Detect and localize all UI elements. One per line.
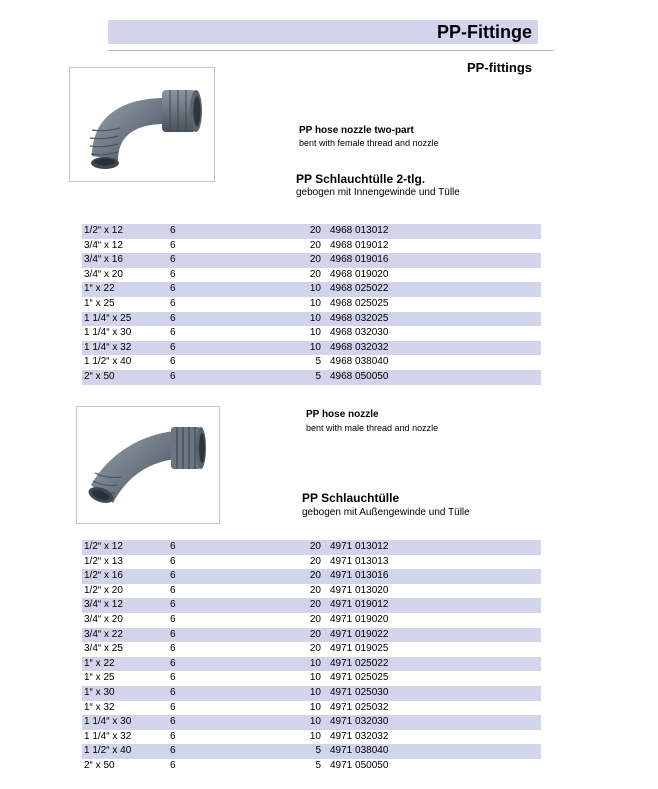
size-cell: 1/2“ x 13 [84, 555, 123, 567]
size-cell: 1 1/2“ x 40 [84, 745, 132, 757]
table-row [82, 701, 541, 716]
pack-qty-cell: 6 [170, 745, 176, 757]
section2-table [82, 540, 541, 774]
carton-qty-cell: 10 [309, 327, 321, 339]
header-divider [108, 50, 554, 51]
table-row [82, 642, 541, 657]
article-number-cell: 4971 013013 [330, 555, 389, 567]
table-row [82, 628, 541, 643]
pack-qty-cell: 6 [170, 225, 176, 236]
pack-qty-cell: 6 [170, 341, 176, 353]
table-row [82, 312, 541, 327]
size-cell: 1“ x 32 [84, 701, 115, 713]
article-number-cell: 4971 038040 [330, 745, 389, 757]
pack-qty-cell: 6 [170, 283, 176, 295]
carton-qty-cell: 20 [309, 570, 321, 582]
pack-qty-cell: 6 [170, 570, 176, 582]
size-cell: 1 1/2“ x 40 [84, 356, 132, 368]
size-cell: 3/4“ x 20 [84, 268, 123, 280]
article-number-cell: 4971 032032 [330, 730, 389, 742]
pack-qty-cell: 6 [170, 672, 176, 684]
hose-nozzle-male-thread-photo [76, 406, 220, 524]
table-row [82, 253, 541, 268]
article-number-cell: 4971 019012 [330, 599, 389, 611]
size-cell: 1 1/4“ x 30 [84, 716, 132, 728]
table-row [82, 297, 541, 312]
pack-qty-cell: 6 [170, 716, 176, 728]
article-number-cell: 4968 019020 [330, 268, 389, 280]
size-cell: 1/2“ x 16 [84, 570, 123, 582]
carton-qty-cell: 20 [309, 584, 321, 596]
size-cell: 1 1/4“ x 32 [84, 730, 132, 742]
article-number-cell: 4968 019016 [330, 254, 389, 266]
table-row [82, 268, 541, 283]
article-number-cell: 4968 025022 [330, 283, 389, 295]
table-row [82, 671, 541, 686]
section2-de-title: PP Schlauchtülle [302, 491, 400, 505]
table-row [82, 584, 541, 599]
pack-qty-cell: 6 [170, 268, 176, 280]
size-cell: 1“ x 22 [84, 283, 115, 295]
size-cell: 1/2“ x 20 [84, 584, 123, 596]
table-row [82, 598, 541, 613]
carton-qty-cell: 10 [309, 283, 321, 295]
carton-qty-cell: 10 [309, 312, 321, 324]
pack-qty-cell: 6 [170, 759, 176, 771]
article-number-cell: 4968 032025 [330, 312, 389, 324]
size-cell: 2“ x 50 [84, 759, 115, 771]
article-number-cell: 4971 025022 [330, 657, 389, 669]
pack-qty-cell: 6 [170, 356, 176, 368]
section1-table [82, 224, 541, 385]
size-cell: 1 1/4“ x 25 [84, 312, 132, 324]
article-number-cell: 4968 038040 [330, 356, 389, 368]
carton-qty-cell: 5 [315, 370, 321, 382]
section2-en-desc: bent with male thread and nozzle [306, 423, 439, 433]
pack-qty-cell: 6 [170, 657, 176, 669]
size-cell: 3/4“ x 25 [84, 643, 123, 655]
table-row [82, 224, 541, 239]
pack-qty-cell: 6 [170, 730, 176, 742]
size-cell: 3/4“ x 16 [84, 254, 123, 266]
carton-qty-cell: 10 [309, 672, 321, 684]
carton-qty-cell: 20 [309, 599, 321, 611]
size-cell: 3/4“ x 12 [84, 239, 123, 251]
carton-qty-cell: 10 [309, 716, 321, 728]
table-row [82, 341, 541, 356]
pack-qty-cell: 6 [170, 584, 176, 596]
table-row [82, 613, 541, 628]
article-number-cell: 4971 032030 [330, 716, 389, 728]
carton-qty-cell: 10 [309, 657, 321, 669]
carton-qty-cell: 20 [309, 268, 321, 280]
article-number-cell: 4971 025025 [330, 672, 389, 684]
pack-qty-cell: 6 [170, 327, 176, 339]
pack-qty-cell: 6 [170, 297, 176, 309]
carton-qty-cell: 20 [309, 225, 321, 236]
pack-qty-cell: 6 [170, 541, 176, 552]
article-number-cell: 4971 050050 [330, 759, 389, 771]
size-cell: 1 1/4“ x 32 [84, 341, 132, 353]
carton-qty-cell: 5 [315, 759, 321, 771]
table-row [82, 657, 541, 672]
table-row [82, 744, 541, 759]
section1-en-title: PP hose nozzle two-part [299, 125, 414, 136]
table-row [82, 715, 541, 730]
article-number-cell: 4968 032030 [330, 327, 389, 339]
article-number-cell: 4971 025030 [330, 686, 389, 698]
article-number-cell: 4968 032032 [330, 341, 389, 353]
table-row [82, 540, 541, 555]
article-number-cell: 4968 025025 [330, 297, 389, 309]
size-cell: 1“ x 22 [84, 657, 115, 669]
carton-qty-cell: 10 [309, 686, 321, 698]
pack-qty-cell: 6 [170, 312, 176, 324]
pack-qty-cell: 6 [170, 239, 176, 251]
table-row [82, 555, 541, 570]
size-cell: 1“ x 25 [84, 672, 115, 684]
table-row [82, 239, 541, 254]
section1-de-desc: gebogen mit Innengewinde und Tülle [296, 187, 460, 198]
section1-en-desc: bent with female thread and nozzle [299, 138, 439, 148]
size-cell: 3/4“ x 12 [84, 599, 123, 611]
page-subtitle: PP-fittings [467, 60, 532, 75]
article-number-cell: 4971 019025 [330, 643, 389, 655]
table-row [82, 730, 541, 745]
table-row [82, 370, 541, 385]
article-number-cell: 4968 019012 [330, 239, 389, 251]
size-cell: 1“ x 25 [84, 297, 115, 309]
article-number-cell: 4971 019020 [330, 613, 389, 625]
table-row [82, 569, 541, 584]
size-cell: 3/4“ x 22 [84, 628, 123, 640]
pack-qty-cell: 6 [170, 643, 176, 655]
carton-qty-cell: 20 [309, 628, 321, 640]
article-number-cell: 4971 025032 [330, 701, 389, 713]
table-row [82, 282, 541, 297]
carton-qty-cell: 20 [309, 239, 321, 251]
article-number-cell: 4971 013020 [330, 584, 389, 596]
article-number-cell: 4971 019022 [330, 628, 389, 640]
carton-qty-cell: 10 [309, 701, 321, 713]
section2-en-title: PP hose nozzle [306, 409, 379, 420]
carton-qty-cell: 5 [315, 745, 321, 757]
carton-qty-cell: 20 [309, 555, 321, 567]
carton-qty-cell: 5 [315, 356, 321, 368]
hose-nozzle-male-icon [77, 407, 219, 523]
article-number-cell: 4971 013016 [330, 570, 389, 582]
size-cell: 1“ x 30 [84, 686, 115, 698]
pack-qty-cell: 6 [170, 254, 176, 266]
section2-de-desc: gebogen mit Außengewinde und Tülle [302, 507, 470, 518]
pack-qty-cell: 6 [170, 613, 176, 625]
carton-qty-cell: 10 [309, 297, 321, 309]
article-number-cell: 4971 013012 [330, 541, 389, 552]
hose-nozzle-female-thread-photo [69, 67, 215, 182]
carton-qty-cell: 20 [309, 254, 321, 266]
size-cell: 2“ x 50 [84, 370, 115, 382]
pack-qty-cell: 6 [170, 686, 176, 698]
section1-de-title: PP Schlauchtülle 2-tlg. [296, 172, 426, 186]
header-bar [108, 20, 538, 44]
table-row [82, 759, 541, 774]
carton-qty-cell: 10 [309, 341, 321, 353]
size-cell: 1/2“ x 12 [84, 225, 123, 236]
carton-qty-cell: 20 [309, 613, 321, 625]
size-cell: 3/4“ x 20 [84, 613, 123, 625]
carton-qty-cell: 20 [309, 541, 321, 552]
size-cell: 1/2“ x 12 [84, 541, 123, 552]
size-cell: 1 1/4“ x 30 [84, 327, 132, 339]
page-title: PP-Fittinge [437, 22, 532, 42]
hose-nozzle-female-icon [70, 68, 214, 181]
pack-qty-cell: 6 [170, 370, 176, 382]
carton-qty-cell: 20 [309, 643, 321, 655]
pack-qty-cell: 6 [170, 701, 176, 713]
carton-qty-cell: 10 [309, 730, 321, 742]
article-number-cell: 4968 013012 [330, 225, 389, 236]
pack-qty-cell: 6 [170, 599, 176, 611]
table-row [82, 686, 541, 701]
table-row [82, 355, 541, 370]
table-row [82, 326, 541, 341]
pack-qty-cell: 6 [170, 628, 176, 640]
pack-qty-cell: 6 [170, 555, 176, 567]
article-number-cell: 4968 050050 [330, 370, 389, 382]
